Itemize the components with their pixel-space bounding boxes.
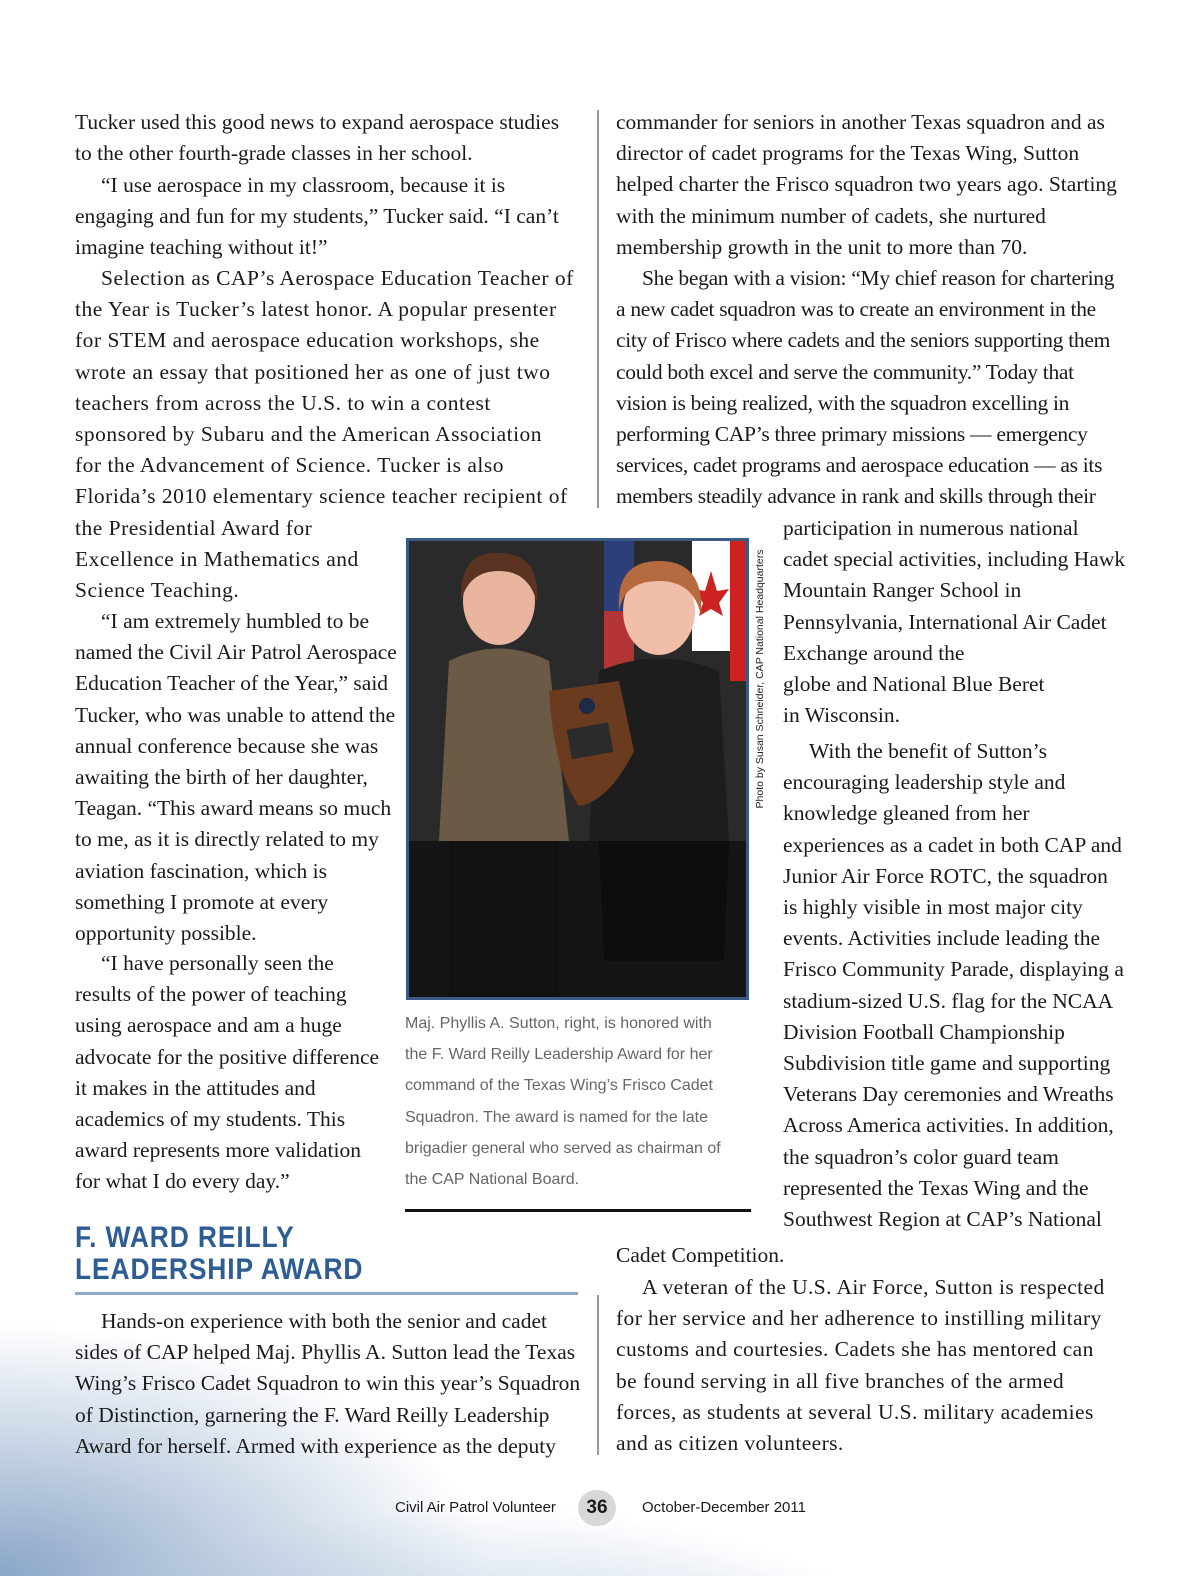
- text-line: to me, as it is directly related to my: [75, 827, 379, 852]
- caption-line: the CAP National Board.: [405, 1171, 580, 1189]
- text-line: named the Civil Air Patrol Aerospace: [75, 640, 397, 665]
- text-line: participation in numerous national: [783, 516, 1079, 540]
- text-line: aviation fascination, which is: [75, 858, 327, 883]
- left-paragraph-1: [75, 107, 559, 169]
- text-line: services, cadet programs and aerospace education — as its: [616, 453, 1103, 478]
- text-line: opportunity possible.: [75, 921, 257, 946]
- text-line: for her service and her adherence to instilling military: [616, 1306, 1102, 1331]
- text-line: city of Frisco where cadets and the seniors supporting them: [616, 328, 1110, 353]
- text-line: membership growth in the unit to more than 70.: [616, 234, 1028, 259]
- right-paragraph-4: [616, 1272, 1105, 1459]
- caption-line: Maj. Phyllis A. Sutton, right, is honored with: [405, 1015, 712, 1032]
- left-paragraph-5: [75, 948, 379, 1198]
- text-line: Junior Air Force ROTC, the squadron: [783, 863, 1108, 888]
- text-line: using aerospace and am a huge: [75, 1013, 342, 1038]
- text-line: Cadet Competition.: [616, 1243, 785, 1267]
- caption-rule: [405, 1209, 751, 1212]
- text-line: “I use aerospace in my classroom, because it is: [101, 173, 506, 197]
- caption-line: Squadron. The award is named for the late: [405, 1108, 708, 1126]
- column-divider: [597, 1295, 599, 1455]
- text-line: knowledge gleaned from her: [783, 801, 1030, 826]
- left-paragraph-4: [75, 606, 397, 949]
- text-line: teachers from across the U.S. to win a contest: [75, 390, 491, 415]
- photo-caption: [405, 1008, 755, 1195]
- text-line: With the benefit of Sutton’s: [809, 739, 1047, 763]
- text-line: forces, as students at several U.S. military academies: [616, 1399, 1094, 1424]
- text-line: sides of CAP helped Maj. Phyllis A. Sutton lead the Texas: [75, 1340, 576, 1365]
- text-line: Exchange around the: [783, 640, 965, 665]
- text-line: commander for seniors in another Texas squadron and as: [616, 110, 1105, 134]
- text-line: Tucker used this good news to expand aerospace studies: [75, 110, 560, 134]
- text-line: Excellence in Mathematics and: [75, 546, 359, 571]
- text-line: Veterans Day ceremonies and Wreaths: [783, 1082, 1114, 1107]
- text-line: engaging and fun for my students,” Tucker said. “I can’t: [75, 204, 559, 229]
- right-paragraph-2: [616, 263, 1114, 513]
- text-line: Mountain Ranger School in: [783, 578, 1022, 603]
- text-line: “I am extremely humbled to be: [101, 609, 370, 633]
- right-paragraph-2-wrap: [783, 513, 1125, 731]
- publication-name: Civil Air Patrol Volunteer: [395, 1499, 556, 1516]
- text-line: performing CAP’s three primary missions — emergency: [616, 422, 1088, 447]
- text-line: in Wisconsin.: [783, 703, 900, 728]
- text-line: the squadron’s color guard team: [783, 1144, 1059, 1169]
- column-divider: [597, 110, 599, 508]
- text-line: Southwest Region at CAP’s National: [783, 1207, 1102, 1232]
- right-paragraph-3: [783, 736, 1124, 1235]
- text-line: for what I do every day.”: [75, 1169, 290, 1194]
- caption-line: the F. Ward Reilly Leadership Award for her: [405, 1046, 713, 1064]
- text-line: Division Football Championship: [783, 1019, 1065, 1044]
- text-line: vision is being realized, with the squadron excelling in: [616, 390, 1070, 415]
- text-line: with the minimum number of cadets, she nurtured: [616, 203, 1046, 228]
- heading-rule: [75, 1292, 578, 1295]
- text-line: a new cadet squadron was to create an environment in the: [616, 297, 1096, 322]
- text-line: cadet special activities, including Hawk: [783, 547, 1126, 572]
- text-line: Award for herself. Armed with experience as the deputy: [75, 1433, 556, 1458]
- left-paragraph-2: [75, 170, 559, 264]
- text-line: award represents more validation: [75, 1138, 361, 1163]
- page-footer: [0, 1490, 1200, 1526]
- text-line: academics of my students. This: [75, 1107, 346, 1132]
- section-paragraph-1: [75, 1306, 580, 1462]
- text-line: wrote an essay that positioned her as one of just two: [75, 359, 551, 384]
- award-photo: [406, 538, 749, 1000]
- text-line: something I promote at every: [75, 889, 329, 914]
- text-line: imagine teaching without it!”: [75, 235, 328, 260]
- heading-line: LEADERSHIP AWARD: [75, 1253, 364, 1286]
- text-line: advocate for the positive difference: [75, 1044, 380, 1069]
- text-line: A veteran of the U.S. Air Force, Sutton is respected: [642, 1275, 1105, 1299]
- text-line: Hands-on experience with both the senior and cadet: [101, 1309, 547, 1333]
- text-line: globe and National Blue Beret: [783, 672, 1045, 697]
- heading-line: F. WARD REILLY: [75, 1221, 295, 1254]
- text-line: encouraging leadership style and: [783, 770, 1066, 795]
- text-line: Florida’s 2010 elementary science teacher recipient of: [75, 484, 568, 509]
- text-line: Selection as CAP’s Aerospace Education Teacher of: [101, 266, 574, 290]
- text-line: Wing’s Frisco Cadet Squadron to win this year’s Squadron: [75, 1371, 581, 1396]
- photo-credit: Photo by Susan Schneider, CAP National Headquarters: [754, 549, 766, 809]
- text-line: Tucker, who was unable to attend the: [75, 702, 396, 727]
- text-line: it makes in the attitudes and: [75, 1075, 316, 1100]
- section-heading: [75, 1222, 363, 1286]
- text-line: annual conference because she was: [75, 733, 379, 758]
- text-line: the Year is Tucker’s latest honor. A popular presenter: [75, 297, 557, 322]
- text-line: Teagan. “This award means so much: [75, 796, 392, 821]
- text-line: Subdivision title game and supporting: [783, 1051, 1111, 1076]
- text-line: helped charter the Frisco squadron two years ago. Starting: [616, 172, 1117, 197]
- text-line: awaiting the birth of her daughter,: [75, 765, 368, 790]
- text-line: experiences as a cadet in both CAP and: [783, 832, 1122, 857]
- text-line: to the other fourth-grade classes in her school.: [75, 141, 473, 166]
- text-line: and as citizen volunteers.: [616, 1431, 844, 1456]
- award-photo-illustration: [409, 541, 746, 997]
- text-line: members steadily advance in rank and skills through their: [616, 484, 1096, 509]
- text-line: “I have personally seen the: [101, 951, 334, 975]
- text-line: sponsored by Subaru and the American Association: [75, 422, 543, 447]
- text-line: could both excel and serve the community.” Today that: [616, 359, 1074, 384]
- right-paragraph-3-end: [616, 1240, 784, 1271]
- text-line: stadium-sized U.S. flag for the NCAA: [783, 988, 1114, 1013]
- text-line: is highly visible in most major city: [783, 895, 1083, 920]
- text-line: represented the Texas Wing and the: [783, 1175, 1089, 1200]
- text-line: She began with a vision: “My chief reason for chartering: [642, 266, 1115, 290]
- caption-line: command of the Texas Wing’s Frisco Cadet: [405, 1077, 713, 1095]
- text-line: Frisco Community Parade, displaying a: [783, 957, 1124, 982]
- text-line: Pennsylvania, International Air Cadet: [783, 609, 1107, 634]
- text-line: the Presidential Award for: [75, 515, 313, 540]
- text-line: for STEM and aerospace education workshops, she: [75, 328, 540, 353]
- caption-line: brigadier general who served as chairman of: [405, 1139, 721, 1157]
- text-line: results of the power of teaching: [75, 982, 347, 1007]
- text-line: be found serving in all five branches of the armed: [616, 1368, 1065, 1393]
- text-line: Science Teaching.: [75, 578, 240, 603]
- text-line: director of cadet programs for the Texas Wing, Sutton: [616, 141, 1080, 166]
- text-line: Across America activities. In addition,: [783, 1113, 1114, 1138]
- right-paragraph-1: [616, 107, 1117, 263]
- text-line: events. Activities include leading the: [783, 926, 1101, 951]
- text-line: customs and courtesies. Cadets she has mentored can: [616, 1337, 1094, 1362]
- text-line: of Distinction, garnering the F. Ward Reilly Leadership: [75, 1402, 550, 1427]
- issue-date: October-December 2011: [642, 1499, 806, 1516]
- text-line: for the Advancement of Science. Tucker is also: [75, 453, 505, 478]
- text-line: Education Teacher of the Year,” said: [75, 671, 389, 696]
- page-number: 36: [578, 1490, 616, 1526]
